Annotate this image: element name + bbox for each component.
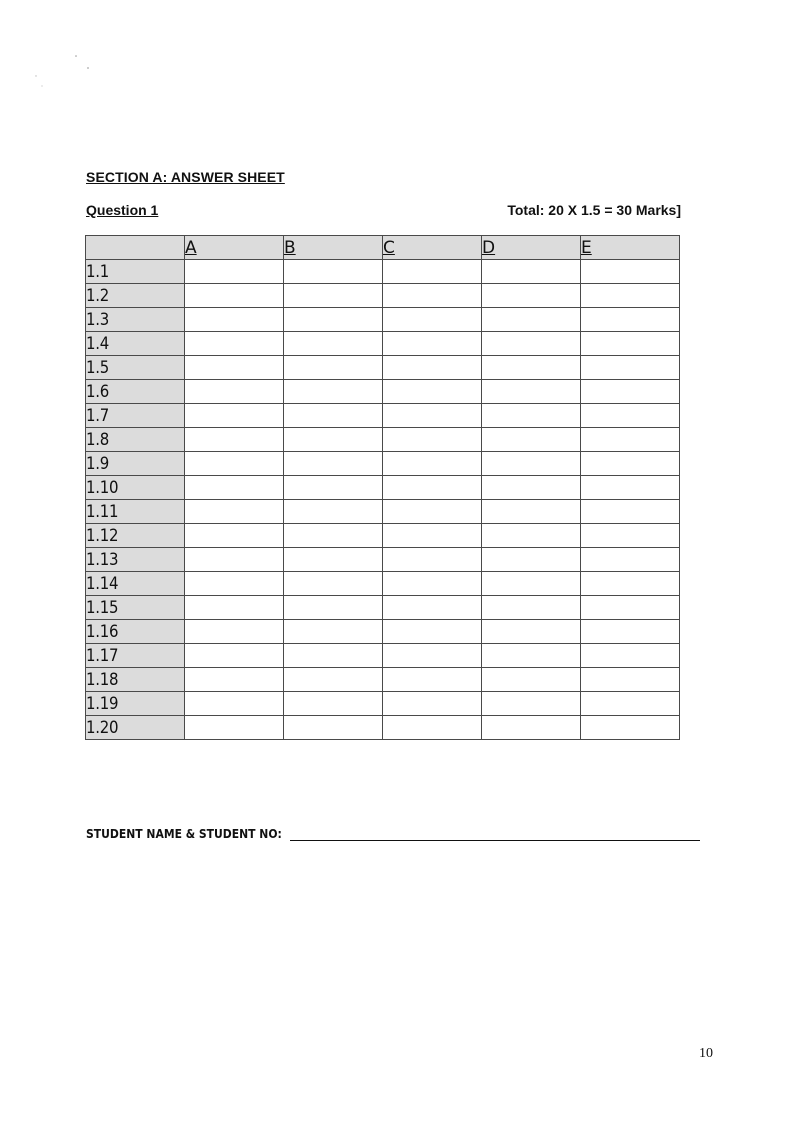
answer-cell-a[interactable]	[185, 620, 284, 644]
answer-cell-a[interactable]	[185, 572, 284, 596]
answer-cell-c[interactable]	[383, 428, 482, 452]
answer-cell-a[interactable]	[185, 404, 284, 428]
question-number: 1.2	[86, 284, 185, 308]
answer-cell-c[interactable]	[383, 572, 482, 596]
question-number: 1.12	[86, 524, 185, 548]
answer-cell-e[interactable]	[581, 452, 680, 476]
answer-cell-e[interactable]	[581, 476, 680, 500]
answer-grid-header-row	[86, 236, 680, 260]
answer-cell-d[interactable]	[482, 620, 581, 644]
answer-row	[86, 572, 680, 596]
answer-cell-e[interactable]	[581, 620, 680, 644]
option-header-c: C	[383, 236, 482, 260]
answer-cell-c[interactable]	[383, 596, 482, 620]
question-number: 1.14	[86, 572, 185, 596]
answer-row	[86, 620, 680, 644]
question-number: 1.1	[86, 260, 185, 284]
answer-cell-c[interactable]	[383, 332, 482, 356]
answer-cell-a[interactable]	[185, 284, 284, 308]
answer-cell-e[interactable]	[581, 332, 680, 356]
answer-cell-d[interactable]	[482, 524, 581, 548]
answer-cell-e[interactable]	[581, 692, 680, 716]
answer-cell-d[interactable]	[482, 452, 581, 476]
answer-row	[86, 308, 680, 332]
option-header-d: D	[482, 236, 581, 260]
question-number: 1.10	[86, 476, 185, 500]
answer-row	[86, 692, 680, 716]
answer-cell-e[interactable]	[581, 644, 680, 668]
answer-cell-c[interactable]	[383, 404, 482, 428]
answer-cell-a[interactable]	[185, 644, 284, 668]
answer-row	[86, 500, 680, 524]
answer-cell-c[interactable]	[383, 668, 482, 692]
answer-cell-b[interactable]	[284, 620, 383, 644]
answer-cell-e[interactable]	[581, 524, 680, 548]
answer-cell-c[interactable]	[383, 260, 482, 284]
answer-row	[86, 668, 680, 692]
answer-cell-a[interactable]	[185, 380, 284, 404]
answer-cell-b[interactable]	[284, 476, 383, 500]
answer-cell-e[interactable]	[581, 404, 680, 428]
answer-cell-c[interactable]	[383, 500, 482, 524]
answer-row	[86, 260, 680, 284]
answer-cell-a[interactable]	[185, 668, 284, 692]
option-header-b: B	[284, 236, 383, 260]
answer-cell-b[interactable]	[284, 452, 383, 476]
question-number: 1.11	[86, 500, 185, 524]
answer-cell-b[interactable]	[284, 332, 383, 356]
answer-cell-d[interactable]	[482, 476, 581, 500]
answer-row	[86, 644, 680, 668]
answer-cell-a[interactable]	[185, 332, 284, 356]
answer-cell-e[interactable]	[581, 572, 680, 596]
answer-cell-b[interactable]	[284, 260, 383, 284]
total-marks-label: Total: 20 X 1.5 = 30 Marks]	[507, 202, 681, 218]
answer-row	[86, 428, 680, 452]
question-number: 1.19	[86, 692, 185, 716]
answer-row	[86, 380, 680, 404]
answer-cell-b[interactable]	[284, 548, 383, 572]
student-name-label: STUDENT NAME & STUDENT NO:	[86, 827, 282, 841]
answer-cell-a[interactable]	[185, 500, 284, 524]
answer-cell-c[interactable]	[383, 548, 482, 572]
question-number: 1.15	[86, 596, 185, 620]
answer-row	[86, 332, 680, 356]
answer-cell-e[interactable]	[581, 500, 680, 524]
answer-cell-c[interactable]	[383, 308, 482, 332]
answer-cell-e[interactable]	[581, 356, 680, 380]
answer-cell-d[interactable]	[482, 644, 581, 668]
answer-cell-b[interactable]	[284, 596, 383, 620]
answer-cell-a[interactable]	[185, 716, 284, 740]
question-number: 1.8	[86, 428, 185, 452]
answer-cell-b[interactable]	[284, 428, 383, 452]
answer-cell-b[interactable]	[284, 644, 383, 668]
question-number: 1.20	[86, 716, 185, 740]
answer-grid	[85, 235, 680, 740]
answer-cell-d[interactable]	[482, 716, 581, 740]
question-number: 1.3	[86, 308, 185, 332]
answer-cell-e[interactable]	[581, 284, 680, 308]
answer-cell-b[interactable]	[284, 668, 383, 692]
answer-cell-d[interactable]	[482, 692, 581, 716]
answer-cell-b[interactable]	[284, 572, 383, 596]
page-number: 10	[699, 1046, 713, 1061]
answer-cell-c[interactable]	[383, 284, 482, 308]
question-number: 1.6	[86, 380, 185, 404]
answer-cell-e[interactable]	[581, 668, 680, 692]
answer-row	[86, 548, 680, 572]
answer-cell-d[interactable]	[482, 284, 581, 308]
answer-cell-e[interactable]	[581, 716, 680, 740]
answer-row	[86, 476, 680, 500]
answer-cell-d[interactable]	[482, 332, 581, 356]
answer-cell-c[interactable]	[383, 692, 482, 716]
answer-cell-d[interactable]	[482, 596, 581, 620]
answer-cell-a[interactable]	[185, 308, 284, 332]
answer-cell-e[interactable]	[581, 260, 680, 284]
answer-cell-d[interactable]	[482, 500, 581, 524]
question-number: 1.17	[86, 644, 185, 668]
answer-cell-e[interactable]	[581, 428, 680, 452]
answer-cell-a[interactable]	[185, 692, 284, 716]
answer-cell-d[interactable]	[482, 308, 581, 332]
answer-cell-a[interactable]	[185, 356, 284, 380]
answer-row	[86, 452, 680, 476]
answer-cell-e[interactable]	[581, 308, 680, 332]
answer-cell-a[interactable]	[185, 596, 284, 620]
answer-cell-b[interactable]	[284, 716, 383, 740]
option-header-e: E	[581, 236, 680, 260]
option-header-a: A	[185, 236, 284, 260]
answer-cell-d[interactable]	[482, 260, 581, 284]
answer-cell-e[interactable]	[581, 548, 680, 572]
answer-cell-d[interactable]	[482, 404, 581, 428]
answer-cell-d[interactable]	[482, 668, 581, 692]
question-number: 1.4	[86, 332, 185, 356]
answer-cell-a[interactable]	[185, 260, 284, 284]
answer-grid-corner-cell	[86, 236, 185, 260]
answer-cell-a[interactable]	[185, 524, 284, 548]
answer-cell-c[interactable]	[383, 356, 482, 380]
answer-cell-d[interactable]	[482, 356, 581, 380]
answer-cell-d[interactable]	[482, 572, 581, 596]
answer-cell-b[interactable]	[284, 356, 383, 380]
answer-row	[86, 596, 680, 620]
question-number: 1.5	[86, 356, 185, 380]
question-number: 1.13	[86, 548, 185, 572]
section-title: SECTION A: ANSWER SHEET	[86, 169, 285, 185]
answer-row	[86, 404, 680, 428]
answer-cell-b[interactable]	[284, 404, 383, 428]
answer-cell-c[interactable]	[383, 476, 482, 500]
answer-cell-c[interactable]	[383, 620, 482, 644]
student-name-blank[interactable]	[290, 826, 700, 841]
answer-cell-b[interactable]	[284, 692, 383, 716]
question-number: 1.16	[86, 620, 185, 644]
question-number: 1.18	[86, 668, 185, 692]
answer-cell-a[interactable]	[185, 428, 284, 452]
answer-row	[86, 284, 680, 308]
answer-cell-a[interactable]	[185, 476, 284, 500]
question-label: Question 1	[86, 202, 159, 218]
answer-cell-c[interactable]	[383, 380, 482, 404]
answer-cell-c[interactable]	[383, 452, 482, 476]
scan-specks	[30, 50, 100, 100]
answer-cell-b[interactable]	[284, 524, 383, 548]
answer-row	[86, 524, 680, 548]
answer-cell-c[interactable]	[383, 644, 482, 668]
question-number: 1.7	[86, 404, 185, 428]
answer-cell-a[interactable]	[185, 452, 284, 476]
answer-cell-a[interactable]	[185, 548, 284, 572]
question-number: 1.9	[86, 452, 185, 476]
answer-cell-d[interactable]	[482, 548, 581, 572]
answer-cell-b[interactable]	[284, 284, 383, 308]
student-name-line	[86, 826, 700, 841]
answer-cell-b[interactable]	[284, 380, 383, 404]
answer-cell-d[interactable]	[482, 380, 581, 404]
answer-cell-e[interactable]	[581, 380, 680, 404]
answer-cell-b[interactable]	[284, 500, 383, 524]
answer-row	[86, 716, 680, 740]
answer-cell-c[interactable]	[383, 524, 482, 548]
answer-cell-b[interactable]	[284, 308, 383, 332]
answer-cell-e[interactable]	[581, 596, 680, 620]
answer-cell-d[interactable]	[482, 428, 581, 452]
answer-row	[86, 356, 680, 380]
answer-cell-c[interactable]	[383, 716, 482, 740]
